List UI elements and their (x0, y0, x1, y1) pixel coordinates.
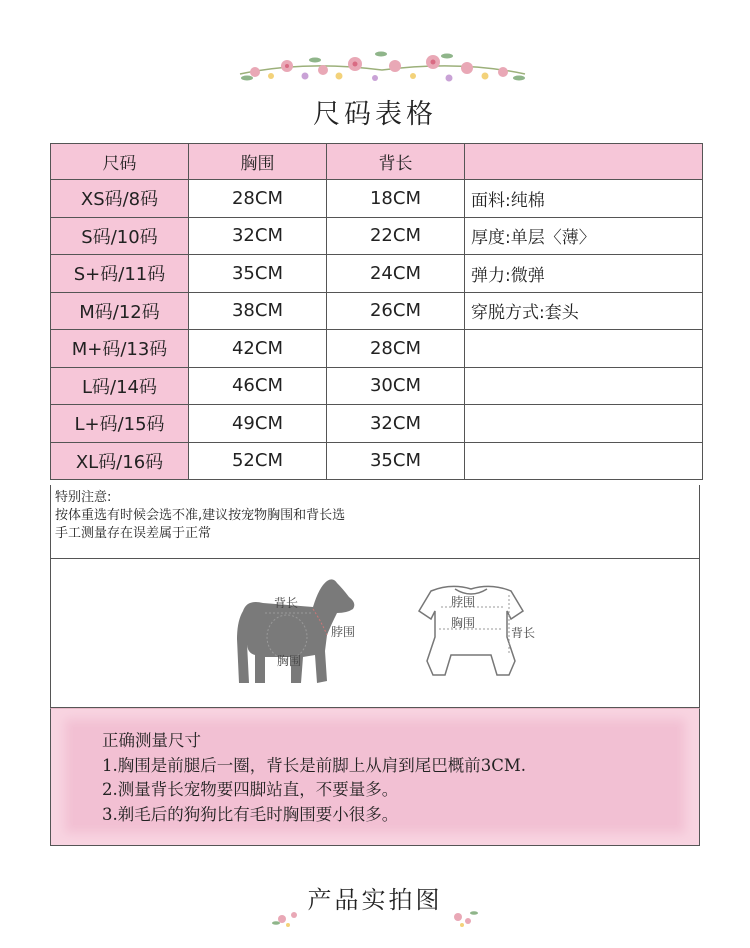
back-cell: 26CM (327, 292, 465, 330)
notes-line: 按体重选有时候会选不准,建议按宠物胸围和背长选 (55, 508, 346, 523)
back-cell: 32CM (327, 405, 465, 443)
table-row (51, 405, 703, 443)
size-cell: L+码/15码 (51, 405, 189, 443)
dog-chest-label: 胸围 (277, 654, 302, 668)
measure-text (102, 729, 526, 827)
size-table (50, 143, 703, 480)
size-cell: S码/10码 (51, 217, 189, 255)
notes-heading: 特别注意: (55, 490, 112, 505)
back-cell: 30CM (327, 367, 465, 405)
attribute-cell (465, 330, 703, 368)
measure-heading: 正确测量尺寸 (102, 731, 201, 750)
section-title-product-photos: 产品实拍图 (307, 886, 443, 914)
chest-cell: 38CM (189, 292, 327, 330)
table-row (51, 217, 703, 255)
notes-line: 手工测量存在误差属于正常 (55, 526, 212, 541)
dog-neck-label: 脖围 (331, 625, 356, 639)
attribute-cell (465, 442, 703, 480)
table-row (51, 292, 703, 330)
chest-cell: 46CM (189, 367, 327, 405)
header-back-length: 背长 (327, 144, 465, 180)
floral-decoration-bottom (270, 905, 480, 931)
back-cell: 28CM (327, 330, 465, 368)
attribute-cell: 弹力:微弹 (465, 255, 703, 293)
table-row (51, 255, 703, 293)
shirt-neck-label: 脖围 (451, 595, 476, 609)
size-cell: XS码/8码 (51, 180, 189, 218)
size-cell: L码/14码 (51, 367, 189, 405)
table-row (51, 330, 703, 368)
size-cell: S+码/11码 (51, 255, 189, 293)
notes-box (50, 485, 700, 559)
measure-item: 1.胸围是前腿后一圈，背长是前脚上从肩到尾巴概前3CM. (102, 755, 527, 775)
measure-item: 3.剃毛后的狗狗比有毛时胸围要小很多。 (102, 804, 399, 824)
diagram-illustration (51, 559, 701, 708)
measurement-instructions (50, 708, 700, 846)
table-row (51, 367, 703, 405)
measure-item: 2.测量背长宠物要四脚站直，不要量多。 (102, 780, 399, 799)
back-cell: 24CM (327, 255, 465, 293)
chest-cell: 35CM (189, 255, 327, 293)
back-cell: 35CM (327, 442, 465, 480)
chest-cell: 49CM (189, 405, 327, 443)
table-header-row (51, 144, 703, 180)
chest-cell: 52CM (189, 442, 327, 480)
back-cell: 18CM (327, 180, 465, 218)
size-cell: M码/12码 (51, 292, 189, 330)
shirt-back-label: 背长 (511, 626, 536, 640)
table-row (51, 442, 703, 480)
attribute-cell: 厚度:单层〈薄〉 (465, 217, 703, 255)
attribute-cell (465, 405, 703, 443)
header-blank (465, 144, 703, 180)
chest-cell: 42CM (189, 330, 327, 368)
page-title: 尺码表格 (313, 99, 437, 130)
header-chest: 胸围 (189, 144, 327, 180)
dog-back-label: 背长 (274, 596, 299, 610)
size-cell: XL码/16码 (51, 442, 189, 480)
size-cell: M+码/13码 (51, 330, 189, 368)
chest-cell: 28CM (189, 180, 327, 218)
floral-decoration-top (235, 46, 530, 90)
attribute-cell (465, 367, 703, 405)
chest-cell: 32CM (189, 217, 327, 255)
back-cell: 22CM (327, 217, 465, 255)
header-size: 尺码 (51, 144, 189, 180)
attribute-cell: 穿脱方式:套头 (465, 292, 703, 330)
table-row (51, 180, 703, 218)
attribute-cell: 面料:纯棉 (465, 180, 703, 218)
shirt-chest-label: 胸围 (451, 616, 476, 630)
measurement-diagram (50, 559, 700, 708)
